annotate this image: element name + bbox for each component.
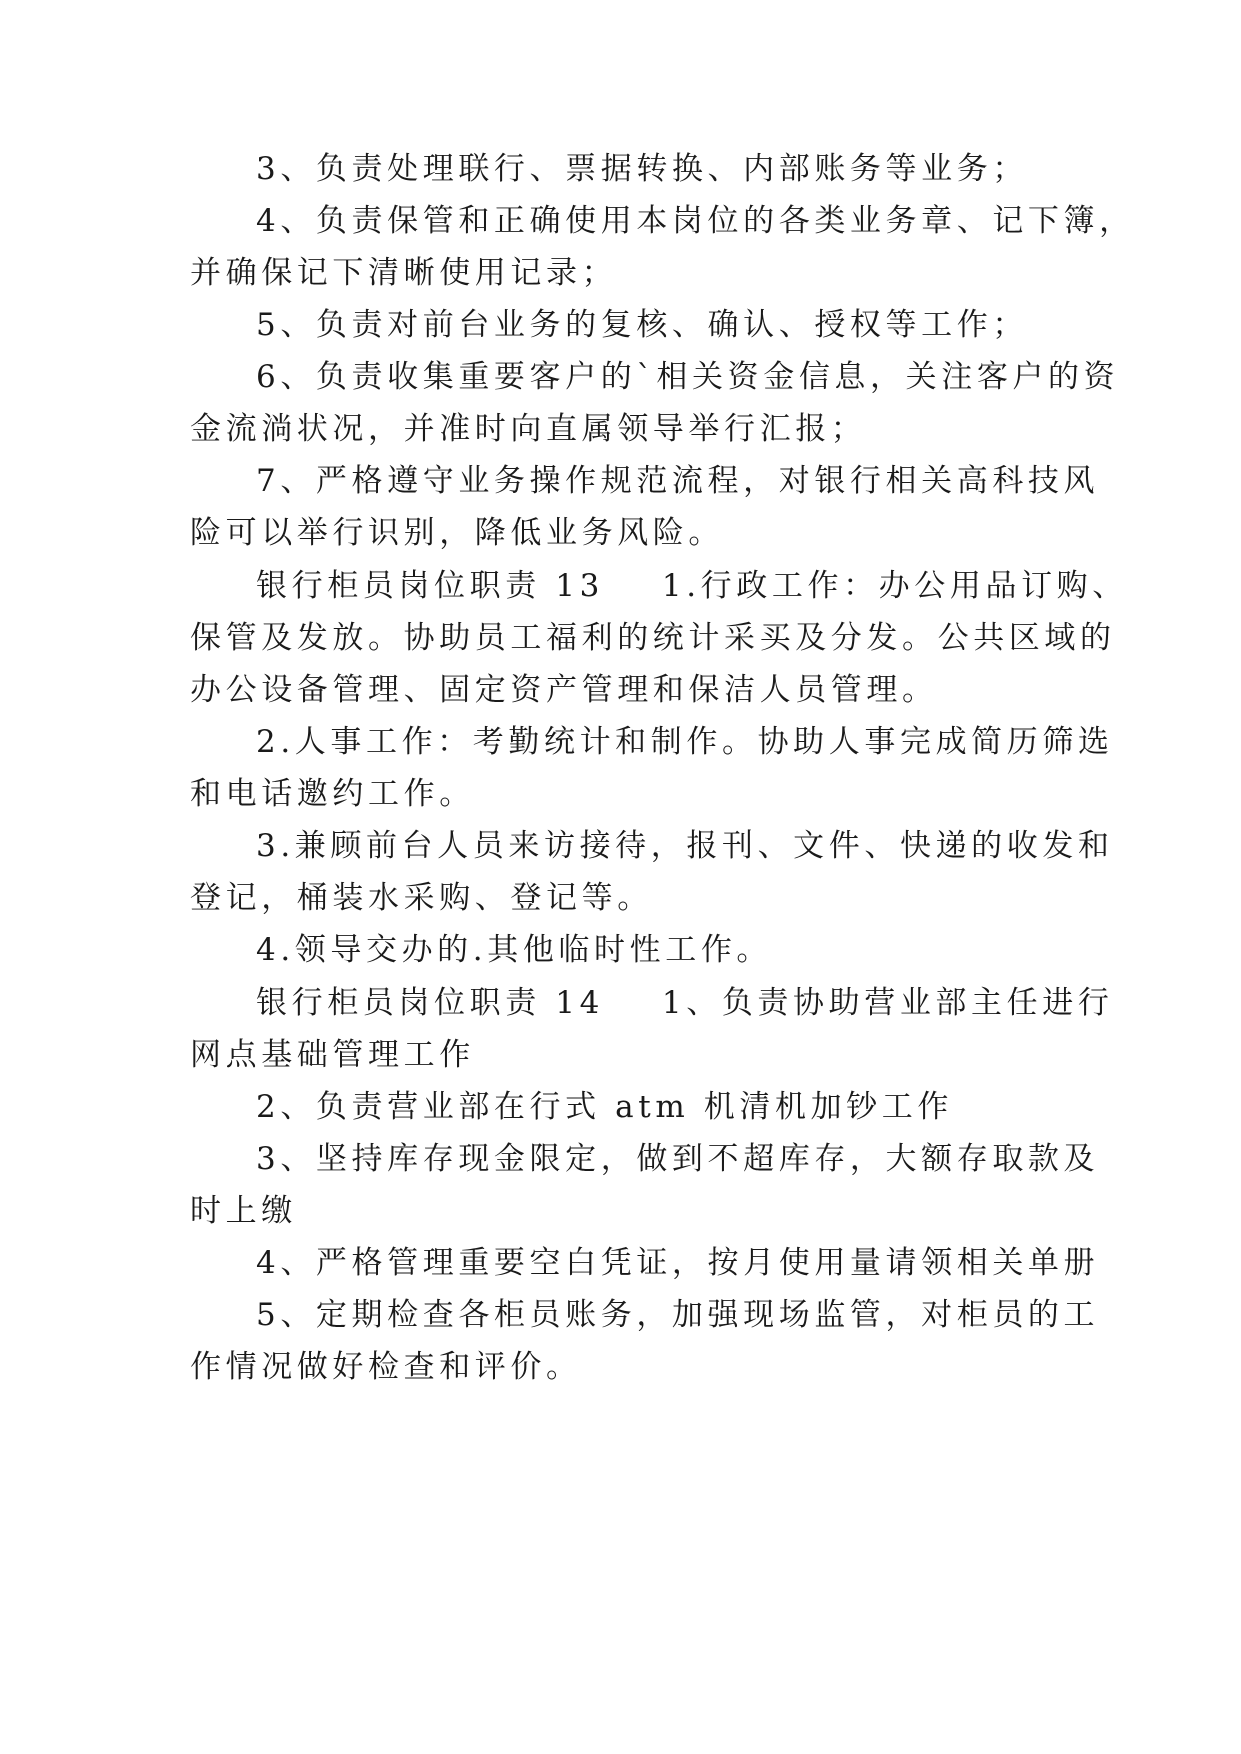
paragraph-line: 网点基础管理工作 [190,1037,475,1073]
paragraph-line: 7、严格遵守业务操作规范流程，对银行相关高科技风 [256,463,1100,499]
paragraph-text: 1、负责协助营业部主任进行 [661,985,1114,1021]
paragraph-line: 4.领导交办的.其他临时性工作。 [256,932,773,968]
paragraph-line: 6、负责收集重要客户的`相关资金信息，关注客户的资 [256,359,1120,395]
paragraph-line: 2、负责营业部在行式 atm 机清机加钞工作 [256,1089,953,1125]
paragraph-line: 办公设备管理、固定资产管理和保洁人员管理。 [190,672,938,708]
paragraph-line: 5、定期检查各柜员账务，加强现场监管，对柜员的工 [256,1297,1100,1333]
paragraph-line: 作情况做好检查和评价。 [190,1349,582,1385]
paragraph-line: 3、坚持库存现金限定，做到不超库存，大额存取款及 [256,1141,1100,1177]
paragraph-line: 4、严格管理重要空白凭证，按月使用量请领相关单册 [256,1245,1100,1281]
paragraph-line: 保管及发放。协助员工福利的统计采买及分发。公共区域的 [190,620,1116,656]
paragraph-line: 登记，桶装水采购、登记等。 [190,880,653,916]
section-heading: 银行柜员岗位职责 13 [256,568,604,604]
paragraph-line: 3、负责处理联行、票据转换、内部账务等业务； [256,151,1028,187]
section-heading-line [256,983,1113,1023]
paragraph-line: 金流淌状况，并准时向直属领导举行汇报； [190,411,867,447]
paragraph-line: 险可以举行识别，降低业务风险。 [190,515,724,551]
paragraph-line: 4、负责保管和正确使用本岗位的各类业务章、记下簿， [256,203,1135,239]
paragraph-line: 时上缴 [190,1193,297,1229]
paragraph-line: 并确保记下清晰使用记录； [190,255,618,291]
paragraph-text: 1.行政工作：办公用品订购、 [661,568,1128,604]
paragraph-line: 2.人事工作：考勤统计和制作。协助人事完成简历筛选 [256,724,1114,760]
section-heading: 银行柜员岗位职责 14 [256,985,604,1021]
paragraph-line: 和电话邀约工作。 [190,776,475,812]
paragraph-line: 5、负责对前台业务的复核、确认、授权等工作； [256,307,1028,343]
paragraph-line: 3.兼顾前台人员来访接待，报刊、文件、快递的收发和 [256,828,1114,864]
section-heading-line [256,566,1128,606]
